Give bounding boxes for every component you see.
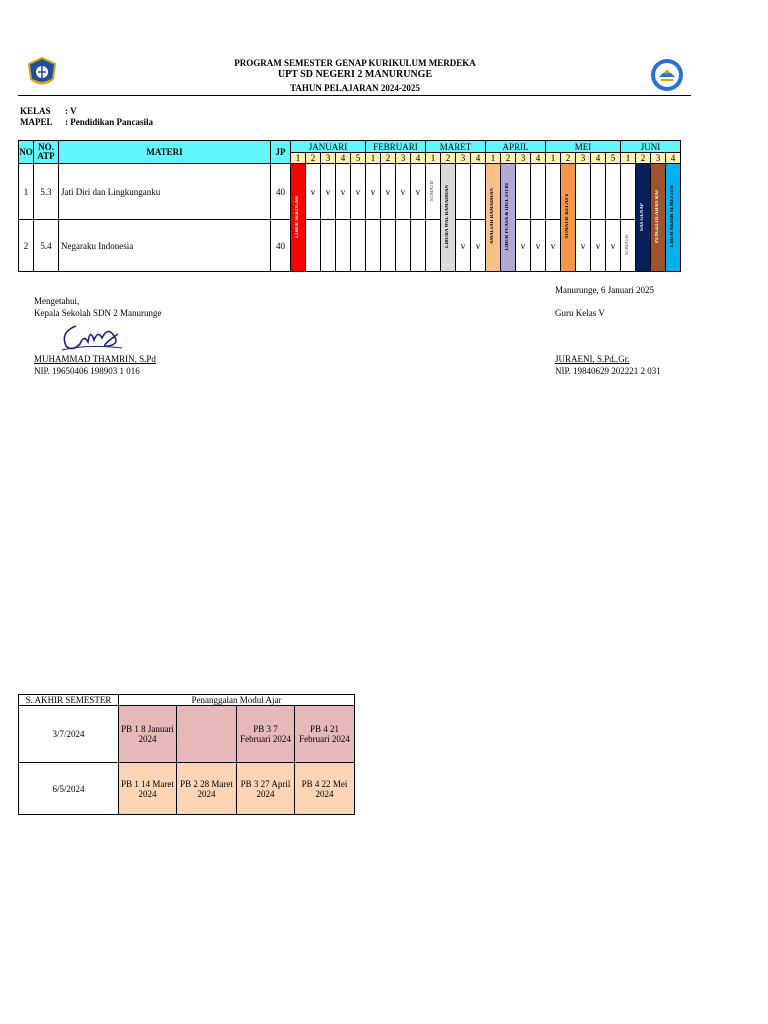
week-mark-cell: v bbox=[591, 220, 606, 272]
week-mark-cell bbox=[546, 164, 561, 220]
vertical-text: LIBUR AKHIR SEMESTER bbox=[670, 185, 675, 248]
week-header: 3 bbox=[321, 153, 336, 164]
title-program: PROGRAM SEMESTER GENAP KURIKULUM MERDEKA bbox=[234, 58, 476, 68]
bottom-row1-pb1: PB 1 8 Januari 2024 bbox=[119, 706, 177, 763]
vertical-label-pengolahan bbox=[651, 164, 666, 272]
vertical-label-sumatif2 bbox=[621, 220, 636, 272]
sig-left-mengetahui: Mengetahui, bbox=[34, 296, 80, 306]
week-header: 2 bbox=[441, 153, 456, 164]
week-mark-cell bbox=[411, 220, 426, 272]
kelas-label: KELAS bbox=[20, 106, 51, 116]
sig-right-role: Guru Kelas V bbox=[555, 308, 605, 318]
vertical-text: LIBURA WAL RAMADHAN bbox=[445, 185, 450, 248]
bottom-header-penanggalan: Penanggalan Modul Ajar bbox=[119, 695, 355, 706]
vertical-label-libur-awal-ramadhan bbox=[441, 164, 456, 272]
row-jp: 40 bbox=[271, 220, 291, 272]
sig-right-nip: NIP. 19840629 202221 2 031 bbox=[555, 366, 661, 376]
row-materi: Jati Diri dan Lingkunganku bbox=[59, 164, 271, 220]
month-maret: MARET bbox=[426, 141, 486, 153]
week-header: 1 bbox=[291, 153, 306, 164]
week-mark-cell bbox=[471, 164, 486, 220]
month-mei: MEI bbox=[546, 141, 621, 153]
week-header: 4 bbox=[336, 153, 351, 164]
title-school: UPT SD NEGERI 2 MANURUNGE bbox=[277, 69, 433, 80]
week-mark-cell bbox=[381, 220, 396, 272]
col-header-atp: NO. ATP bbox=[34, 141, 59, 164]
week-header: 5 bbox=[606, 153, 621, 164]
sig-right-name: JURAENI, S.Pd.,Gr. bbox=[555, 354, 630, 364]
week-mark-cell bbox=[621, 164, 636, 220]
week-mark-cell bbox=[426, 220, 441, 272]
week-header: 1 bbox=[546, 153, 561, 164]
bottom-row1-pb2 bbox=[177, 706, 237, 763]
week-header: 5 bbox=[351, 153, 366, 164]
week-mark-cell: v bbox=[606, 220, 621, 272]
week-header: 2 bbox=[501, 153, 516, 164]
week-header: 2 bbox=[381, 153, 396, 164]
week-header: 1 bbox=[366, 153, 381, 164]
week-header: 4 bbox=[471, 153, 486, 164]
row-no: 2 bbox=[19, 220, 34, 272]
week-header: 4 bbox=[531, 153, 546, 164]
vertical-text: LIBUR SEKOLAH bbox=[295, 195, 300, 238]
row-materi: Negaraku Indonesia bbox=[59, 220, 271, 272]
vertical-text: SAS GENAP bbox=[640, 202, 645, 231]
sig-right-date: Manurunge, 6 Januari 2025 bbox=[555, 285, 654, 295]
vertical-label-amaliah bbox=[486, 164, 501, 272]
week-mark-cell bbox=[396, 220, 411, 272]
week-mark-cell: v bbox=[336, 164, 351, 220]
week-mark-cell bbox=[606, 164, 621, 220]
week-mark-cell: v bbox=[381, 164, 396, 220]
vertical-text: SUMATIF bbox=[430, 179, 435, 202]
week-header: 4 bbox=[666, 153, 681, 164]
week-mark-cell: v bbox=[516, 220, 531, 272]
week-mark-cell bbox=[591, 164, 606, 220]
sig-left-nip: NIP. 19650406 198903 1 016 bbox=[34, 366, 140, 376]
vertical-text: SUMATIF bbox=[625, 233, 630, 256]
week-header: 1 bbox=[426, 153, 441, 164]
bottom-row1-date: 3/7/2024 bbox=[19, 706, 119, 763]
bottom-header-semester: S. AKHIR SEMESTER bbox=[19, 695, 119, 706]
row-atp: 5.3 bbox=[34, 164, 59, 220]
bottom-row1-pb4: PB 4 21 Februari 2024 bbox=[295, 706, 355, 763]
week-mark-cell: v bbox=[366, 164, 381, 220]
col-header-no: NO bbox=[19, 141, 34, 164]
kelas-value: : V bbox=[65, 106, 77, 116]
month-februari: FEBRUARI bbox=[366, 141, 426, 153]
vertical-label-sas-genap bbox=[636, 164, 651, 272]
week-mark-cell bbox=[366, 220, 381, 272]
program-semester-table bbox=[18, 140, 681, 272]
week-header: 3 bbox=[576, 153, 591, 164]
week-mark-cell bbox=[306, 220, 321, 272]
bottom-row2-pb4: PB 4 22 Mei 2024 bbox=[295, 763, 355, 815]
week-mark-cell: v bbox=[411, 164, 426, 220]
bottom-row1-pb3: PB 3 7 Februari 2024 bbox=[237, 706, 295, 763]
week-mark-cell bbox=[531, 164, 546, 220]
vertical-label-libur-sekolah bbox=[291, 164, 306, 272]
vertical-label-sumatif1 bbox=[426, 164, 441, 220]
week-header: 1 bbox=[621, 153, 636, 164]
bottom-row2-pb2: PB 2 28 Maret 2024 bbox=[177, 763, 237, 815]
week-header: 2 bbox=[636, 153, 651, 164]
week-header: 3 bbox=[456, 153, 471, 164]
week-mark-cell: v bbox=[456, 220, 471, 272]
mapel-value: : Pendidikan Pancasila bbox=[65, 117, 154, 127]
week-mark-cell: v bbox=[546, 220, 561, 272]
bottom-row2-date: 6/5/2024 bbox=[19, 763, 119, 815]
month-januari: JANUARI bbox=[291, 141, 366, 153]
vertical-text: LIBUR PUASA & IDUL FITRI bbox=[505, 182, 510, 251]
week-mark-cell bbox=[351, 220, 366, 272]
bottom-row2-pb3: PB 3 27 April 2024 bbox=[237, 763, 295, 815]
bottom-row2-pb1: PB 1 14 Maret 2024 bbox=[119, 763, 177, 815]
week-mark-cell: v bbox=[396, 164, 411, 220]
mapel-label: MAPEL bbox=[20, 117, 53, 127]
week-header: 4 bbox=[411, 153, 426, 164]
modul-ajar-table bbox=[18, 694, 355, 815]
row-jp: 40 bbox=[271, 164, 291, 220]
week-mark-cell: v bbox=[576, 220, 591, 272]
sig-left-role: Kepala Sekolah SDN 2 Manurunge bbox=[34, 308, 162, 318]
week-mark-cell bbox=[516, 164, 531, 220]
week-mark-cell bbox=[321, 220, 336, 272]
vertical-label-libur-akhir bbox=[666, 164, 681, 272]
col-header-materi: MATERI bbox=[59, 141, 271, 164]
sig-left-name: MUHAMMAD THAMRIN, S.Pd bbox=[34, 354, 156, 364]
title-year: TAHUN PELAJARAN 2024-2025 bbox=[290, 83, 420, 93]
vertical-label-libur-puasa bbox=[501, 164, 516, 272]
week-mark-cell bbox=[576, 164, 591, 220]
week-header: 4 bbox=[591, 153, 606, 164]
week-header: 2 bbox=[306, 153, 321, 164]
month-april: APRIL bbox=[486, 141, 546, 153]
week-mark-cell: v bbox=[471, 220, 486, 272]
week-header: 3 bbox=[516, 153, 531, 164]
col-header-jp: JP bbox=[271, 141, 291, 164]
week-header: 3 bbox=[651, 153, 666, 164]
week-mark-cell bbox=[336, 220, 351, 272]
week-mark-cell: v bbox=[531, 220, 546, 272]
week-mark-cell: v bbox=[306, 164, 321, 220]
row-no: 1 bbox=[19, 164, 34, 220]
week-mark-cell: v bbox=[321, 164, 336, 220]
week-header: 1 bbox=[486, 153, 501, 164]
vertical-text: PENGELOLAHAN RAI bbox=[655, 190, 660, 243]
month-juni: JUNI bbox=[621, 141, 681, 153]
vertical-label-sumatif-kelas6 bbox=[561, 164, 576, 272]
week-mark-cell: v bbox=[351, 164, 366, 220]
week-header: 2 bbox=[561, 153, 576, 164]
week-header: 3 bbox=[396, 153, 411, 164]
row-atp: 5.4 bbox=[34, 220, 59, 272]
header-divider bbox=[18, 95, 691, 96]
vertical-text: AMALIAH RAMADHAN bbox=[490, 188, 495, 245]
week-mark-cell bbox=[456, 164, 471, 220]
vertical-text: SUMATIF KELAS 6 bbox=[565, 194, 570, 239]
